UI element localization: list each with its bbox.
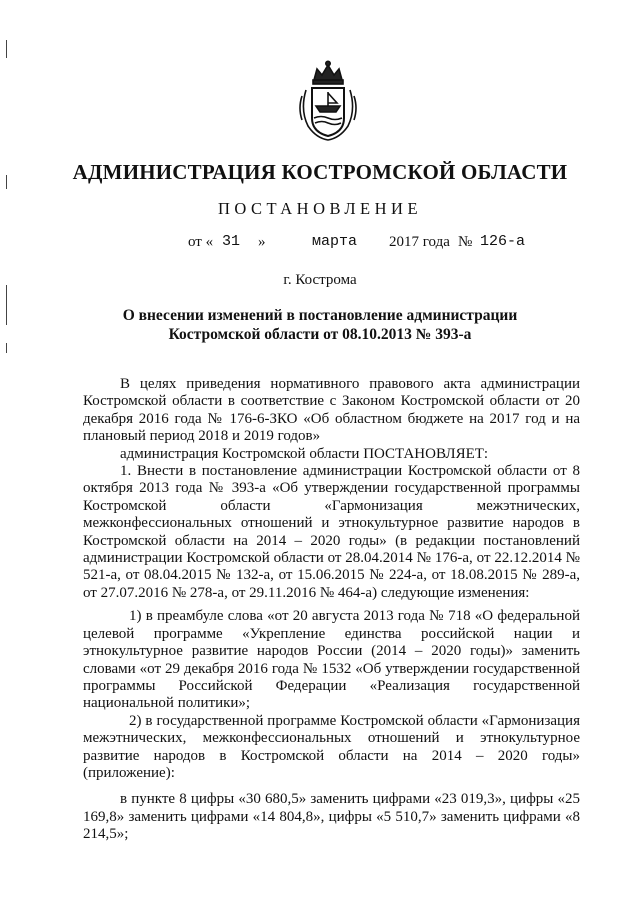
document-body	[83, 376, 580, 844]
date-year: 2017 года	[389, 234, 450, 250]
date-quote-close: »	[258, 234, 266, 250]
city-line: г. Кострома	[283, 272, 357, 288]
paragraph-subitem-2: 2) в государственной программе Костромской области «Гармонизация межэтнических, межконфессиональных отношений и этнокультурное развитие народов в Костромской области на 2014 – 2020 годы» (приложение):	[83, 712, 580, 781]
document-number: 126-а	[480, 233, 526, 250]
document-type: ПОСТАНОВЛЕНИЕ	[217, 199, 423, 218]
organization-title: АДМИНИСТРАЦИЯ КОСТРОМСКОЙ ОБЛАСТИ	[72, 160, 568, 184]
date-prefix: от «	[188, 234, 214, 250]
paragraph-resolves: администрация Костромской области ПОСТАНОВЛЯЕТ:	[120, 445, 489, 462]
document-subject	[0, 306, 640, 344]
scan-edge-mark	[6, 40, 7, 58]
subject-line-2: Костромской области от 08.10.2013 № 393-а	[168, 326, 472, 343]
coat-of-arms-icon	[298, 60, 358, 144]
paragraph-item-1: 1. Внести в постановление администрации Костромской области от 8 октября 2013 года № 393-а «Об утверждении государственной программы Костромской области «Гармонизация межэтнических, межконфессиональных отношений и этнокультурное развитие народов в Костромской области на 2014 – 2020 годы» (в редакции постановлений администрации Костромской области от 28.04.2014 № 176-а, от 22.12.2014 № 521-а, от 08.04.2015 № 132-а, от 15.06.2015 № 224-а, от 18.08.2015 № 289-а, от 27.07.2016 № 278-а, от 29.11.2016 № 464-а) следующие изменения:	[83, 463, 580, 601]
paragraph-preamble: В целях приведения нормативного правового акта администрации Костромской области в соответствие с Законом Костромской области от 20 декабря 2016 года № 176-6-ЗКО «Об областном бюджете на 2017 год и на плановый период 2018 и 2019 годов»	[83, 376, 580, 445]
date-day: 31	[222, 233, 241, 250]
date-month: марта	[312, 233, 358, 250]
number-sign: №	[458, 234, 473, 250]
paragraph-subitem-1: 1) в преамбуле слова «от 20 августа 2013 года № 718 «О федеральной целевой программе «Укрепление единства российской нации и этнокультурное развитие народов России (2014 – 2020 годы)» заменить словами «от 29 декабря 2016 года № 1532 «Об утверждении государственной программы Российской Федерации «Реализация государственной национальной политики»;	[83, 608, 580, 712]
scan-edge-mark	[6, 343, 7, 353]
paragraph-point-8: в пункте 8 цифры «30 680,5» заменить цифрами «23 019,3», цифры «25 169,8» заменить цифрами «14 804,8», цифры «5 510,7» заменить цифрами «8 214,5»;	[83, 791, 580, 843]
subject-line-1: О внесении изменений в постановление администрации	[122, 307, 518, 324]
